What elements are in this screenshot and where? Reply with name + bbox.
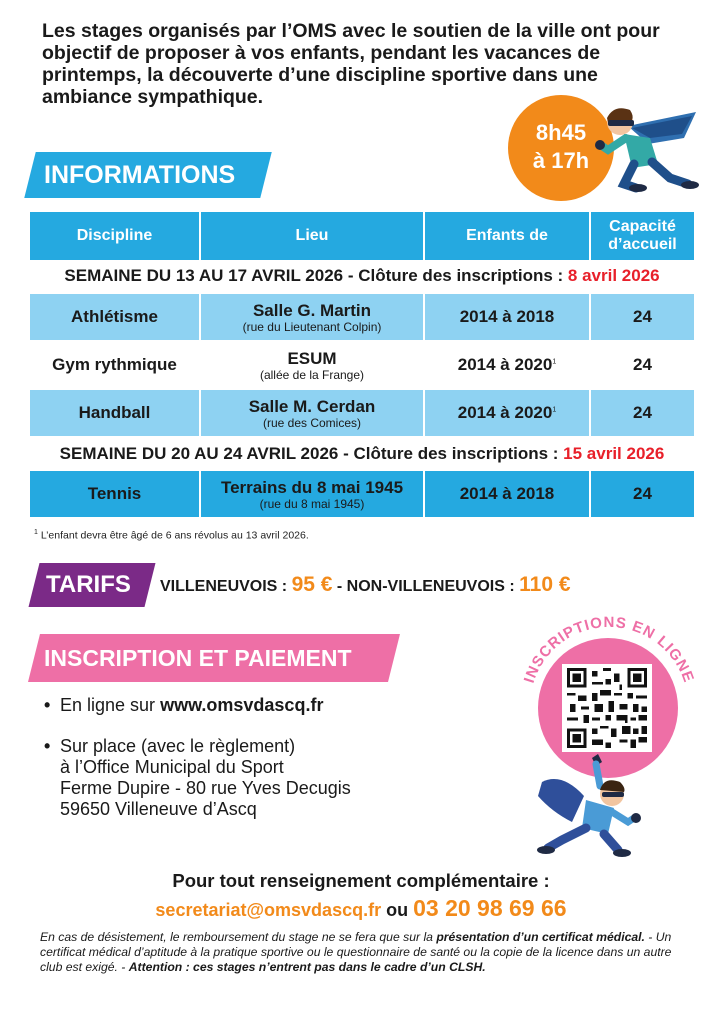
capacite-cell: 24 <box>590 389 694 437</box>
informations-heading: INFORMATIONS <box>44 161 236 189</box>
enfants-value: 2014 à 2020 <box>457 403 553 422</box>
qr-code[interactable] <box>562 664 652 752</box>
enfants-cell <box>424 470 590 518</box>
enfants-cell <box>424 293 590 341</box>
capacite-cell: 24 <box>590 293 694 341</box>
lieu-name: ESUM <box>287 348 337 368</box>
tarifs-heading: TARIFS <box>46 571 131 598</box>
onsite-line: 59650 Villeneuve d’Ascq <box>60 799 257 819</box>
header-capacite: Capacité d’accueil <box>590 212 694 260</box>
enfants-cell <box>424 389 590 437</box>
hours-start: 8h45 <box>535 120 587 145</box>
week2-closing-date: 15 avril 2026 <box>563 443 665 463</box>
table-footnote <box>34 529 309 542</box>
table-row <box>30 470 694 518</box>
contact-line <box>0 895 722 922</box>
enfants-cell <box>424 341 590 389</box>
disclaimer-bold1: présentation d’un certificat médical. <box>436 930 645 944</box>
qr-label-text: INSCRIPTIONS EN LIGNE <box>520 616 698 686</box>
header-lieu: Lieu <box>200 212 424 260</box>
lieu-address: (rue des Comices) <box>262 415 362 430</box>
list-item-onsite <box>44 736 351 820</box>
superhero-reaching-illustration <box>532 752 652 862</box>
table-row <box>30 341 694 389</box>
inscription-heading: INSCRIPTION ET PAIEMENT <box>44 645 352 671</box>
week2-cell <box>30 437 694 470</box>
footnote-marker: 1 <box>552 406 557 414</box>
footnote-mark: 1 <box>34 529 38 536</box>
disclaimer-part1: En cas de désistement, le remboursement du stage ne se fera que sur la <box>40 930 437 944</box>
stages-table <box>30 212 694 519</box>
lieu-cell <box>200 470 424 518</box>
lieu-address: (allée de la Frange) <box>259 367 365 382</box>
discipline-cell: Athlétisme <box>30 293 200 341</box>
website-link[interactable]: www.omsvdascq.fr <box>160 695 324 715</box>
lieu-address: (rue du Lieutenant Colpin) <box>242 319 382 334</box>
informations-banner <box>24 152 271 198</box>
list-item-online <box>44 695 351 716</box>
enfants-value: 2014 à 2018 <box>459 307 555 326</box>
lieu-cell <box>200 293 424 341</box>
week-row <box>30 437 694 470</box>
lieu-address: (rue du 8 mai 1945) <box>259 496 365 511</box>
capacite-cell: 24 <box>590 341 694 389</box>
footnote-text: L’enfant devra être âgé de 6 ans révolus au 13 avril 2026. <box>37 529 309 542</box>
non-villeneuvois-label: NON-VILLENEUVOIS : <box>346 578 520 595</box>
week-row <box>30 260 694 293</box>
contact-title: Pour tout renseignement complémentaire : <box>172 870 550 891</box>
disclaimer-bold2: Attention : ces stages n’entrent pas dans le cadre d’un CLSH. <box>128 960 486 974</box>
header-enfants: Enfants de <box>424 212 590 260</box>
tarifs-separator: - <box>332 578 347 595</box>
discipline-cell: Handball <box>30 389 200 437</box>
table-row <box>30 293 694 341</box>
lieu-name: Salle M. Cerdan <box>248 396 376 416</box>
week1-cell <box>30 260 694 293</box>
lieu-cell <box>200 389 424 437</box>
discipline-cell: Gym rythmique <box>30 341 200 389</box>
week2-label: SEMAINE DU 20 AU 24 AVRIL 2026 - Clôture des inscriptions : <box>59 443 564 463</box>
lieu-name: Salle G. Martin <box>252 300 372 320</box>
qr-code-icon <box>566 668 648 748</box>
enfants-value: 2014 à 2018 <box>459 484 555 503</box>
disclaimer-part2: - Un certificat médical d’aptitude à la pratique sportive ou le questionnaire de santé ou la copie de la licence dans un autre club est exigé. - <box>40 930 672 974</box>
inscription-banner <box>28 634 400 682</box>
table-row <box>30 389 694 437</box>
non-villeneuvois-price: 110 € <box>519 573 571 596</box>
enfants-value: 2014 à 2020 <box>457 355 553 374</box>
villeneuvois-price: 95 € <box>291 573 333 596</box>
capacite-cell: 24 <box>590 470 694 518</box>
lieu-cell <box>200 341 424 389</box>
onsite-line: • Sur place (avec le règlement) <box>60 736 296 756</box>
contact-or: ou <box>381 900 414 920</box>
week1-label: SEMAINE DU 13 AU 17 AVRIL 2026 - Clôture des inscriptions : <box>64 266 568 285</box>
tarifs-line <box>160 573 571 597</box>
disclaimer <box>40 930 688 975</box>
hours-end: à 17h <box>532 148 590 173</box>
onsite-line: Ferme Dupire - 80 rue Yves Decugis <box>60 778 351 798</box>
week1-closing-date: 8 avril 2026 <box>567 266 660 285</box>
inscription-list <box>44 695 351 820</box>
onsite-line: à l’Office Municipal du Sport <box>60 757 284 777</box>
table-header-row <box>30 212 694 260</box>
lieu-name: Terrains du 8 mai 1945 <box>220 477 404 497</box>
superhero-crouching-illustration <box>588 98 700 194</box>
tarifs-banner <box>29 563 156 607</box>
contact-email[interactable]: secretariat@omsvdascq.fr <box>155 900 382 920</box>
villeneuvois-label: VILLENEUVOIS : <box>160 578 292 595</box>
contact-phone[interactable]: 03 20 98 69 66 <box>413 895 567 921</box>
header-discipline: Discipline <box>30 212 200 260</box>
discipline-cell: Tennis <box>30 470 200 518</box>
intro-text: Les stages organisés par l’OMS avec le soutien de la ville ont pour objectif de proposer à vos enfants, pendant les vacances de printemps, la découverte d’une discipline sportive dans une ambiance sympathique. <box>42 20 660 108</box>
footnote-marker: 1 <box>552 358 557 366</box>
online-prefix: En ligne sur <box>60 695 161 715</box>
